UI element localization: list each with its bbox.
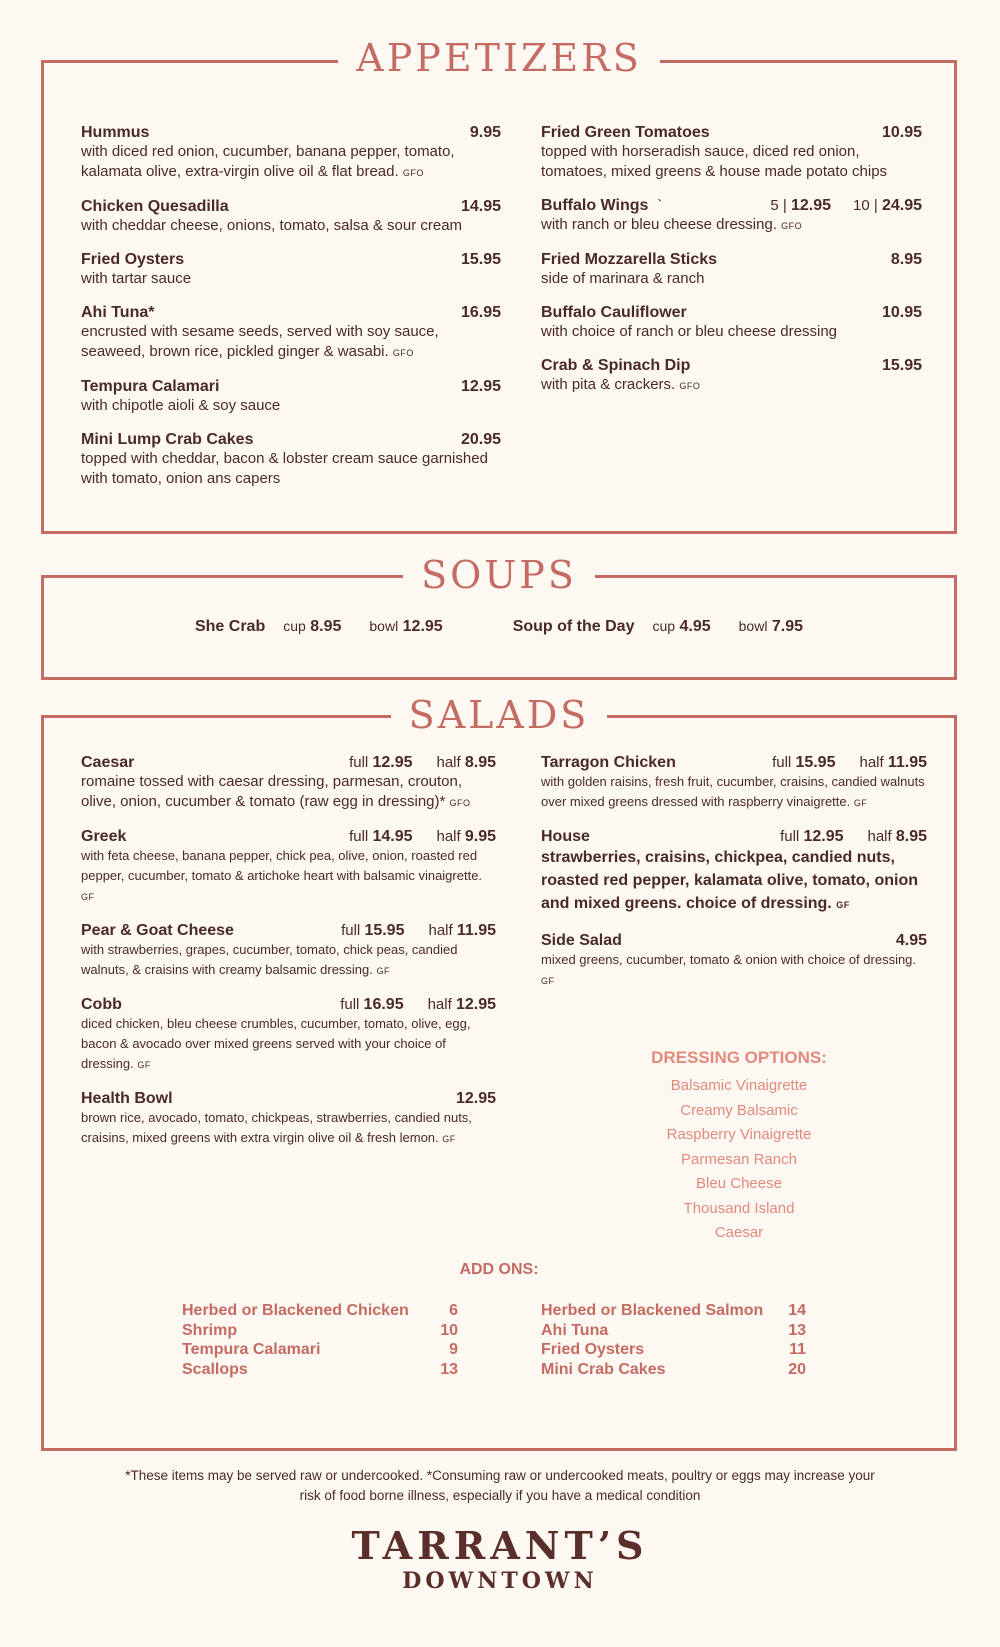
menu-item-description — [81, 1108, 496, 1149]
bowl-label: bowl — [738, 618, 768, 634]
salads-section — [41, 693, 957, 1451]
description-text: topped with horseradish sauce, diced red onion, tomatoes, mixed greens & house made potato chips — [541, 143, 888, 180]
addon-item — [541, 1321, 806, 1341]
description-text: with pita & crackers. — [541, 376, 676, 393]
dressing-option: Caesar — [714, 1224, 764, 1241]
menu-item-price: 15.95 — [460, 251, 501, 268]
menu-item-description — [81, 772, 496, 813]
menu-item-name: Cobb — [81, 996, 122, 1013]
dietary-tag: GF — [836, 900, 850, 910]
menu-item-price: 14.95 — [460, 198, 501, 215]
addon-item — [541, 1301, 806, 1321]
description-text: with cheddar cheese, onions, tomato, salsa & sour cream — [81, 217, 463, 234]
bowl-price: 7.95 — [771, 618, 804, 635]
soup-name: She Crab — [194, 618, 266, 635]
menu-item-name: Crab & Spinach Dip — [541, 357, 691, 374]
full-label: full — [780, 828, 800, 845]
full-label: full — [349, 828, 369, 845]
description-text: with golden raisins, fresh fruit, cucumber, craisins, candied walnuts over mixed greens dressed with raspberry vinaigrette. — [541, 774, 925, 809]
menu-item-name: Fried Green Tomatoes — [541, 124, 710, 141]
menu-item-header — [81, 922, 496, 940]
description-text: side of marinara & ranch — [541, 270, 705, 287]
salads-right-column — [541, 754, 927, 1006]
menu-item-header — [81, 251, 501, 269]
appetizers-left-column — [81, 124, 501, 504]
addon-item — [541, 1340, 806, 1360]
half-label: half — [436, 754, 461, 771]
full-price: 12.95 — [372, 754, 413, 771]
full-size — [349, 754, 412, 772]
size-prices — [341, 922, 496, 940]
full-size — [340, 996, 403, 1014]
dietary-tag: GF — [81, 892, 95, 902]
dietary-tag: GF — [541, 976, 555, 986]
salads-left-column — [81, 754, 496, 1164]
addon-item — [182, 1360, 458, 1380]
menu-item-price: 15.95 — [881, 357, 922, 374]
half-price: 8.95 — [464, 754, 496, 771]
menu-item-header — [541, 932, 927, 950]
dressing-option: Balsamic Vinaigrette — [670, 1077, 808, 1094]
menu-item-description — [541, 269, 922, 289]
menu-item-price: 10.95 — [881, 304, 922, 321]
menu-item-header — [541, 251, 922, 269]
menu-item-description — [541, 322, 922, 342]
menu-item-price: 8.95 — [890, 251, 922, 268]
addon-name: Tempura Calamari — [182, 1341, 321, 1358]
description-text: diced chicken, bleu cheese crumbles, cucumber, tomato, olive, egg, bacon & avocado over mixed greens served with your choice of dressing. — [81, 1016, 471, 1071]
salads-title: SALADS — [44, 696, 954, 734]
menu-item-header — [81, 754, 496, 772]
menu-item-name: Pear & Goat Cheese — [81, 922, 234, 939]
full-size — [349, 828, 412, 846]
cup-price: 4.95 — [679, 618, 711, 635]
menu-item — [81, 198, 501, 236]
full-size — [780, 828, 843, 846]
footnote: *These items may be served raw or undercooked. *Consuming raw or undercooked meats, poultry or eggs may increase your risk of food borne illness, especially if you have a medical condition — [125, 1468, 875, 1503]
menu-item-name: House — [541, 828, 590, 845]
menu-item-description — [541, 950, 927, 991]
menu-item — [541, 357, 922, 396]
soups-section — [41, 553, 957, 680]
menu-item-description — [81, 940, 496, 981]
menu-item-description — [81, 322, 501, 363]
logo-line1: TARRANT’S — [351, 1523, 649, 1568]
soup-name: Soup of the Day — [512, 618, 635, 635]
description-text: with feta cheese, banana pepper, chick pea, olive, onion, roasted red pepper, cucumber, tomato & artichoke heart with balsamic vinaigrette. — [81, 848, 483, 883]
menu-item-description — [541, 215, 922, 236]
addon-price: 9 — [449, 1341, 458, 1358]
addon-price: 6 — [449, 1302, 458, 1319]
description-text: with strawberries, grapes, cucumber, tomato, chick peas, candied walnuts, & craisins with creamy balsamic dressing. — [81, 942, 458, 977]
size-prices — [772, 754, 927, 772]
soups-row — [44, 618, 954, 636]
half-label: half — [867, 828, 892, 845]
menu-item-header — [541, 754, 927, 772]
addon-item — [182, 1340, 458, 1360]
menu-item-name: Buffalo Wings — [541, 197, 649, 214]
full-label: full — [341, 922, 361, 939]
wings-count: 10 — [853, 197, 870, 214]
full-label: full — [340, 996, 360, 1013]
menu-item-name: Fried Oysters — [81, 251, 185, 268]
description-text: with chipotle aioli & soy sauce — [81, 397, 281, 414]
description-text: with ranch or bleu cheese dressing. — [541, 216, 777, 233]
dressing-option: Raspberry Vinaigrette — [666, 1126, 812, 1143]
wings-size-large: 10 | 24.95 — [853, 197, 922, 214]
wings-count: 5 — [770, 197, 779, 214]
addon-item — [541, 1360, 806, 1380]
description-text: mixed greens, cucumber, tomato & onion with choice of dressing. — [541, 952, 917, 967]
menu-item-price: 12.95 — [455, 1090, 496, 1107]
menu-item — [81, 124, 501, 183]
menu-item — [81, 996, 496, 1075]
menu-item-price: 12.95 — [460, 378, 501, 395]
addon-name: Mini Crab Cakes — [541, 1360, 666, 1378]
size-prices — [780, 828, 927, 846]
menu-item-header — [541, 304, 922, 322]
addon-name: Scallops — [182, 1360, 248, 1378]
wings-price: 24.95 — [881, 197, 922, 214]
size-prices — [340, 996, 496, 1014]
wings-mark: ` — [657, 197, 663, 214]
dietary-tag: GF — [376, 966, 391, 976]
soups-title: SOUPS — [44, 556, 954, 594]
menu-item-header — [541, 124, 922, 142]
addons-right — [541, 1301, 806, 1379]
menu-item-name: Chicken Quesadilla — [81, 198, 229, 215]
addon-price: 13 — [788, 1321, 806, 1339]
menu-item-description — [541, 142, 922, 182]
description-text: romaine tossed with caesar dressing, parmesan, crouton, olive, onion, cucumber & tomato (raw egg in dressing)* — [81, 773, 463, 810]
size-prices — [349, 828, 496, 846]
half-price: 11.95 — [887, 754, 927, 771]
menu-item-header — [81, 828, 496, 846]
full-price: 16.95 — [363, 996, 404, 1013]
addons-heading: ADD ONS: — [459, 1261, 539, 1278]
half-size — [868, 828, 928, 846]
addon-name: Herbed or Blackened Chicken — [182, 1302, 409, 1319]
description-text: with choice of ranch or bleu cheese dressing — [541, 323, 838, 340]
menu-item-name: Ahi Tuna* — [81, 304, 155, 321]
menu-item-price: 4.95 — [895, 932, 927, 949]
addon-price: 10 — [440, 1321, 458, 1339]
addon-name: Fried Oysters — [541, 1341, 645, 1358]
full-price: 14.95 — [372, 828, 413, 845]
menu-item-name: Mini Lump Crab Cakes — [81, 431, 254, 448]
addon-name: Herbed or Blackened Salmon — [541, 1302, 764, 1319]
dressing-option: Parmesan Ranch — [681, 1150, 797, 1168]
menu-item — [81, 304, 501, 363]
menu-item-description — [81, 1014, 496, 1075]
dressing-option: Thousand Island — [683, 1199, 795, 1217]
menu-item-description — [541, 846, 927, 917]
addon-item — [182, 1321, 458, 1341]
addon-price: 11 — [789, 1341, 806, 1358]
bowl-label: bowl — [369, 618, 399, 634]
menu-item-header — [81, 304, 501, 322]
addon-price: 13 — [440, 1360, 458, 1378]
menu-item-header — [541, 357, 922, 375]
size-prices — [349, 754, 496, 772]
menu-item-header — [81, 124, 501, 142]
dietary-tag: GF — [853, 798, 868, 808]
menu-item-header — [541, 828, 927, 846]
menu-item-description — [81, 449, 501, 489]
soup-bowl — [739, 618, 803, 636]
dietary-tag: GFO — [781, 221, 803, 231]
logo-line2: DOWNTOWN — [402, 1568, 598, 1594]
menu-item-header — [541, 197, 922, 215]
half-price: 12.95 — [455, 996, 496, 1013]
full-size — [341, 922, 404, 940]
dietary-tag: GF — [137, 1060, 151, 1070]
description-text: with tartar sauce — [81, 270, 192, 287]
full-size — [772, 754, 835, 772]
wings-price: 12.95 — [790, 197, 832, 214]
menu-item-description — [81, 846, 496, 907]
appetizers-title: APPETIZERS — [44, 39, 954, 77]
menu-item-header — [81, 431, 501, 449]
half-price: 9.95 — [464, 828, 496, 845]
menu-item-name: Tarragon Chicken — [541, 754, 676, 771]
half-size — [437, 754, 497, 772]
soup-cup — [283, 618, 341, 636]
menu-item-name: Caesar — [81, 754, 135, 771]
menu-item-description — [81, 396, 501, 416]
half-label: half — [428, 922, 453, 939]
addon-item — [182, 1301, 458, 1321]
full-label: full — [772, 754, 792, 771]
appetizers-section — [41, 36, 957, 534]
menu-item — [541, 754, 927, 813]
half-label: half — [427, 996, 452, 1013]
menu-item — [541, 828, 927, 917]
addon-price: 14 — [788, 1302, 806, 1319]
half-price: 8.95 — [895, 828, 927, 845]
addon-price: 20 — [788, 1360, 806, 1378]
soup-item — [195, 618, 443, 636]
menu-item — [81, 828, 496, 907]
menu-item — [81, 251, 501, 289]
full-label: full — [349, 754, 369, 771]
menu-item — [541, 932, 927, 991]
menu-item-header — [81, 378, 501, 396]
menu-item-name: Hummus — [81, 124, 150, 141]
cup-price: 8.95 — [310, 618, 342, 635]
half-label: half — [436, 828, 461, 845]
description-text: with diced red onion, cucumber, banana pepper, tomato, kalamata olive, extra-virgin olive oil & flat bread. — [81, 143, 455, 180]
menu-item-header — [81, 996, 496, 1014]
dietary-tag: GFO — [402, 168, 424, 178]
addon-name: Ahi Tuna — [541, 1321, 609, 1339]
soup-cup — [652, 618, 710, 636]
menu-item — [81, 754, 496, 813]
menu-item-description — [541, 375, 922, 396]
dressing-option: Creamy Balsamic — [680, 1101, 798, 1119]
half-label: half — [859, 754, 884, 771]
half-size — [437, 828, 497, 846]
menu-item-price: 20.95 — [460, 431, 501, 448]
addons-left — [182, 1301, 458, 1379]
menu-item-name: Health Bowl — [81, 1090, 173, 1107]
menu-item-name: Side Salad — [541, 932, 622, 949]
addon-name: Shrimp — [182, 1321, 238, 1339]
menu-item-name: Greek — [81, 828, 127, 845]
dietary-tag: GFO — [679, 381, 701, 391]
menu-item-description — [541, 772, 927, 813]
menu-item-description — [81, 216, 501, 236]
cup-label: cup — [652, 618, 676, 634]
half-size — [428, 922, 496, 940]
soup-item — [513, 618, 803, 636]
menu-item-name: Tempura Calamari — [81, 378, 220, 395]
full-price: 12.95 — [803, 828, 844, 845]
menu-item — [81, 431, 501, 489]
menu-item-price: 9.95 — [469, 124, 501, 141]
menu-item-description — [81, 142, 501, 183]
dietary-tag: GFO — [392, 348, 414, 358]
menu-item — [541, 251, 922, 289]
half-size — [428, 996, 496, 1014]
dressing-options — [639, 1048, 839, 1246]
full-price: 15.95 — [364, 922, 405, 939]
wings-size-small: 5 | 12.95 — [770, 197, 832, 214]
menu-item — [81, 378, 501, 416]
soup-bowl — [369, 618, 442, 636]
dietary-tag: GF — [442, 1134, 456, 1144]
menu-item — [541, 124, 922, 182]
menu-item-price: 10.95 — [881, 124, 922, 141]
full-price: 15.95 — [795, 754, 836, 771]
menu-item — [81, 1090, 496, 1149]
dressing-heading: DRESSING OPTIONS: — [651, 1048, 827, 1067]
half-price: 11.95 — [456, 922, 496, 939]
menu-item-name: Buffalo Cauliflower — [541, 304, 687, 321]
menu-item-header — [81, 198, 501, 216]
description-text: topped with cheddar, bacon & lobster cream sauce garnished with tomato, onion ans capers — [81, 450, 488, 487]
wings-prices — [657, 197, 922, 215]
menu-item-name: Fried Mozzarella Sticks — [541, 251, 718, 268]
menu-item-header — [81, 1090, 496, 1108]
dressing-option: Bleu Cheese — [696, 1175, 782, 1192]
description-text: encrusted with sesame seeds, served with soy sauce, seaweed, brown rice, pickled ginger & wasabi. — [81, 323, 439, 360]
menu-item — [81, 922, 496, 981]
half-size — [859, 754, 927, 772]
menu-item — [541, 197, 922, 236]
description-text: strawberries, craisins, chickpea, candied nuts, roasted red pepper, kalamata olive, tomato, onion and mixed greens. choice of dressing. — [541, 849, 918, 912]
cup-label: cup — [283, 618, 306, 634]
menu-item — [541, 304, 922, 342]
appetizers-right-column — [541, 124, 922, 411]
menu-item-price: 16.95 — [460, 304, 501, 321]
menu-item-description — [81, 269, 501, 289]
dietary-tag: GFO — [449, 798, 471, 808]
description-text: brown rice, avocado, tomato, chickpeas, strawberries, candied nuts, craisins, mixed greens with extra virgin olive oil & fresh lemon. — [81, 1110, 472, 1145]
bowl-price: 12.95 — [402, 618, 443, 635]
